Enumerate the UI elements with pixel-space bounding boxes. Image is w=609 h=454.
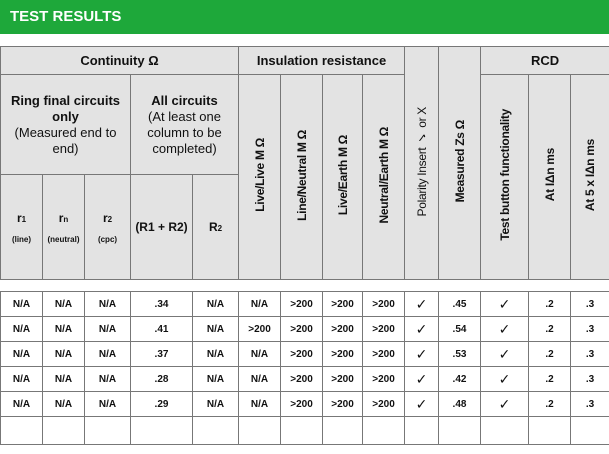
cell-idn5: .3 (571, 392, 609, 417)
continuity-group-header (1, 47, 239, 75)
rcd-label: RCD (530, 53, 560, 68)
empty-cell (239, 417, 281, 445)
R2-symbol: R (208, 220, 218, 234)
cell-r1: N/A (1, 317, 43, 342)
cell-ln: >200 (281, 392, 323, 417)
cell-le: >200 (323, 392, 363, 417)
cell-r1: N/A (1, 292, 43, 317)
cell-le: >200 (323, 317, 363, 342)
results-header-table (0, 46, 609, 280)
cell-r1: N/A (1, 367, 43, 392)
cell-ne: >200 (363, 392, 405, 417)
cell-idn5: .3 (571, 292, 609, 317)
line-neutral-label: Line/Neutral M Ω (294, 129, 309, 221)
r1-subscript: 1 (21, 214, 27, 224)
r2-subscript: 2 (107, 214, 113, 224)
table-row (1, 342, 609, 367)
cell-r2: N/A (85, 342, 131, 367)
cell-r1r2: .41 (131, 317, 193, 342)
rn-subscript: n (63, 214, 69, 224)
cell-le: >200 (323, 367, 363, 392)
table-row (1, 317, 609, 342)
test-button-header (481, 75, 529, 280)
live-live-header (239, 75, 281, 280)
at-idn-header (529, 75, 571, 280)
cell-ne: >200 (363, 317, 405, 342)
rn-symbol: r (58, 210, 64, 225)
cell-R2: N/A (193, 367, 239, 392)
neutral-earth-label: Neutral/Earth M Ω (376, 126, 391, 224)
table-row (1, 392, 609, 417)
cell-ln: >200 (281, 317, 323, 342)
rn-note: (neutral) (47, 234, 80, 244)
cell-rn: N/A (43, 292, 85, 317)
cell-R2: N/A (193, 392, 239, 417)
neutral-earth-header (363, 75, 405, 280)
cell-ne: >200 (363, 342, 405, 367)
cell-r1r2: .34 (131, 292, 193, 317)
cell-pol: ✓ (405, 367, 439, 392)
empty-row (1, 417, 609, 445)
live-earth-header (323, 75, 363, 280)
at-idn-label: At IΔn ms (542, 148, 557, 202)
cell-pol: ✓ (405, 342, 439, 367)
cell-ln: >200 (281, 367, 323, 392)
cell-pol: ✓ (405, 292, 439, 317)
cell-ne: >200 (363, 367, 405, 392)
cell-ll: N/A (239, 367, 281, 392)
empty-cell (323, 417, 363, 445)
rcd-group-header (481, 47, 609, 75)
cell-btn: ✓ (481, 392, 529, 417)
cell-r1: N/A (1, 342, 43, 367)
cell-idn5: .3 (571, 367, 609, 392)
r1-header (1, 175, 43, 280)
empty-cell (363, 417, 405, 445)
zs-header (439, 47, 481, 280)
cell-idn: .2 (529, 292, 571, 317)
cell-ll: N/A (239, 392, 281, 417)
empty-cell (281, 417, 323, 445)
all-circuits-title: All circuits (151, 92, 218, 108)
cell-ln: >200 (281, 342, 323, 367)
cell-pol: ✓ (405, 392, 439, 417)
R2-header (193, 175, 239, 280)
empty-cell (193, 417, 239, 445)
cell-pol: ✓ (405, 317, 439, 342)
cell-r2: N/A (85, 317, 131, 342)
all-circuits-header (131, 75, 239, 175)
cell-rn: N/A (43, 392, 85, 417)
cell-ll: N/A (239, 342, 281, 367)
empty-cell (439, 417, 481, 445)
empty-cell (43, 417, 85, 445)
cell-ln: >200 (281, 292, 323, 317)
cell-btn: ✓ (481, 367, 529, 392)
line-neutral-header (281, 75, 323, 280)
R2-subscript: 2 (217, 224, 223, 233)
cell-ll: >200 (239, 317, 281, 342)
insulation-label: Insulation resistance (256, 53, 387, 68)
r2-header (85, 175, 131, 280)
banner-title: TEST RESULTS (10, 8, 122, 25)
cell-rn: N/A (43, 367, 85, 392)
at-5idn-label: At 5 x IΔn ms (583, 138, 598, 212)
cell-btn: ✓ (481, 317, 529, 342)
cell-r1r2: .28 (131, 367, 193, 392)
cell-r1r2: .37 (131, 342, 193, 367)
at-5idn-header (571, 75, 609, 280)
cell-zs: .42 (439, 367, 481, 392)
cell-R2: N/A (193, 317, 239, 342)
cell-r2: N/A (85, 392, 131, 417)
cell-le: >200 (323, 342, 363, 367)
r1-symbol: r (16, 210, 22, 225)
cell-ll: N/A (239, 292, 281, 317)
ring-final-header (1, 75, 131, 175)
cell-zs: .53 (439, 342, 481, 367)
cell-idn5: .3 (571, 342, 609, 367)
empty-cell (131, 417, 193, 445)
cell-idn: .2 (529, 317, 571, 342)
polarity-header (405, 47, 439, 280)
table-row (1, 292, 609, 317)
all-circuits-note: (At least one column to be completed) (147, 108, 222, 156)
empty-cell (529, 417, 571, 445)
cell-rn: N/A (43, 317, 85, 342)
ring-final-note: (Measured end to end) (14, 124, 117, 156)
zs-label: Measured Zs Ω (452, 120, 467, 203)
cell-idn: .2 (529, 342, 571, 367)
polarity-label: Polarity Insert ✓ or X (414, 106, 429, 217)
continuity-label: Continuity Ω (80, 53, 159, 68)
cell-idn: .2 (529, 392, 571, 417)
r1-note: (line) (11, 234, 32, 244)
cell-R2: N/A (193, 342, 239, 367)
table-row (1, 367, 609, 392)
cell-le: >200 (323, 292, 363, 317)
test-results-banner (0, 0, 609, 34)
cell-idn5: .3 (571, 317, 609, 342)
empty-cell (481, 417, 529, 445)
rn-header (43, 175, 85, 280)
test-button-label: Test button functionality (497, 109, 512, 241)
cell-idn: .2 (529, 367, 571, 392)
cell-r2: N/A (85, 367, 131, 392)
results-data-table (0, 291, 609, 445)
cell-r1r2: .29 (131, 392, 193, 417)
insulation-group-header (239, 47, 405, 75)
live-earth-label: Live/Earth M Ω (335, 134, 350, 216)
cell-zs: .45 (439, 292, 481, 317)
r2-note: (cpc) (97, 234, 118, 244)
ring-final-title: Ring final circuits only (10, 92, 121, 124)
cell-R2: N/A (193, 292, 239, 317)
cell-zs: .48 (439, 392, 481, 417)
cell-rn: N/A (43, 342, 85, 367)
empty-cell (1, 417, 43, 445)
empty-cell (85, 417, 131, 445)
cell-btn: ✓ (481, 342, 529, 367)
cell-r2: N/A (85, 292, 131, 317)
r1r2-label: (R1 + R2) (135, 220, 188, 234)
cell-zs: .54 (439, 317, 481, 342)
cell-r1: N/A (1, 392, 43, 417)
r2-symbol: r (102, 210, 108, 225)
cell-ne: >200 (363, 292, 405, 317)
cell-btn: ✓ (481, 292, 529, 317)
empty-cell (571, 417, 609, 445)
r1r2-header (131, 175, 193, 280)
live-live-label: Live/Live M Ω (252, 138, 267, 212)
empty-cell (405, 417, 439, 445)
